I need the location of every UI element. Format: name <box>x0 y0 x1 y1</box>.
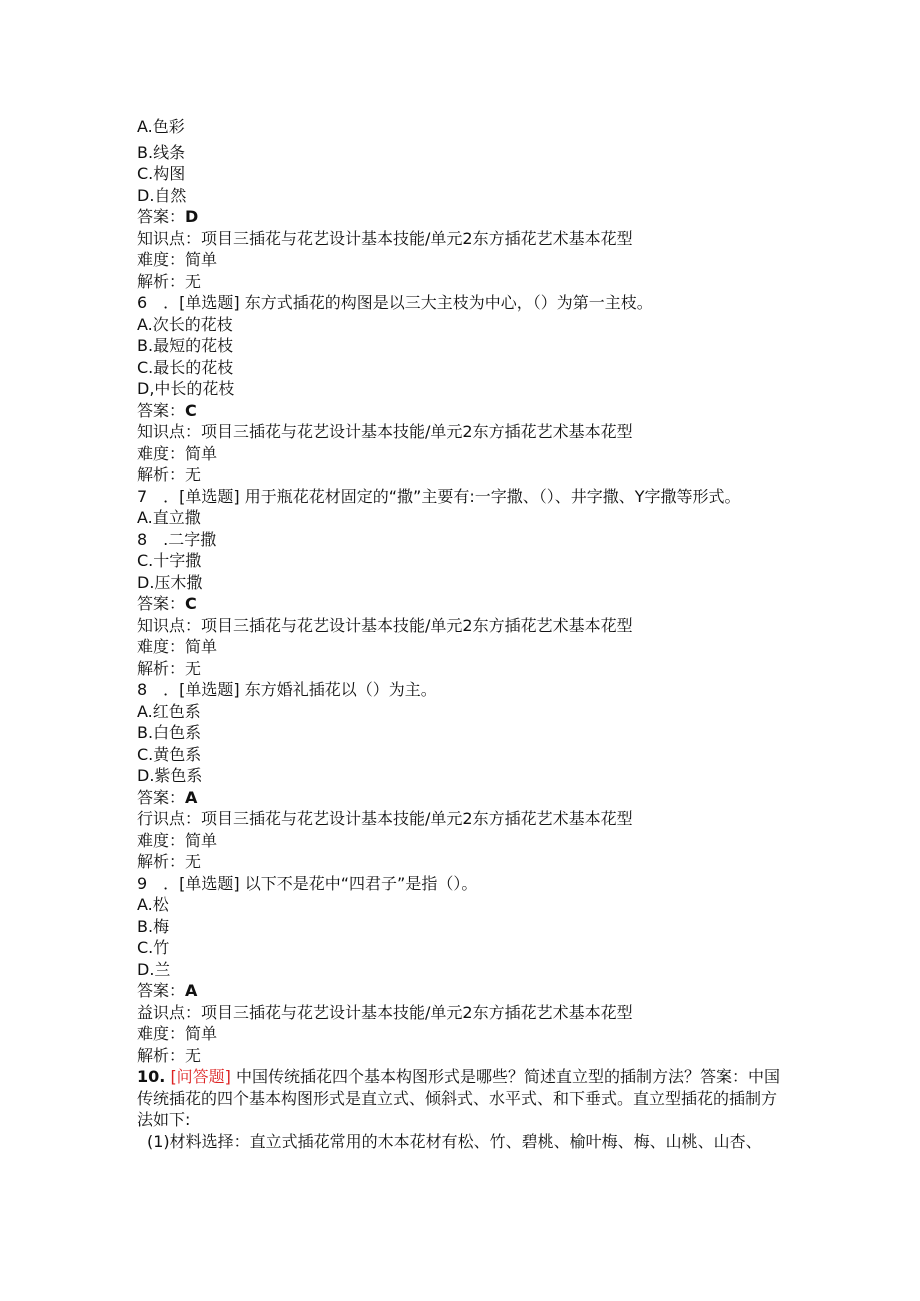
answer-value: C <box>185 594 197 613</box>
answer-value: D <box>185 207 199 226</box>
analysis: 解析：无 <box>137 1045 202 1065</box>
analysis: 解析：无 <box>137 271 202 291</box>
option-b: B.白色系 <box>137 723 202 742</box>
analysis: 解析：无 <box>137 465 202 484</box>
answer-line <box>137 400 797 422</box>
answer-label: 答案： <box>137 400 186 420</box>
option-c: C.构图 <box>137 164 186 183</box>
knowledge-point: 行识点：项目三插花与花艺设计基本技能/单元2东方插花艺术基本花型 <box>137 809 633 828</box>
answer-label: 答案： <box>137 594 186 613</box>
answer-item-1: (1)材料选择：直立式插花常用的木本花材有松、竹、碧桃、榆叶梅、梅、山桃、山杏、 <box>147 1131 762 1151</box>
question-number: 10. <box>137 1067 166 1086</box>
difficulty: 难度：简单 <box>137 637 218 656</box>
option-a: A.次长的花枝 <box>137 314 233 334</box>
answer-value: A <box>185 787 198 807</box>
option-b: B.线条 <box>137 142 186 162</box>
option-a: A.松 <box>137 895 169 914</box>
question-5 <box>137 116 797 292</box>
analysis: 解析：无 <box>137 852 202 871</box>
question-7 <box>137 486 797 680</box>
knowledge-point: 知识点：项目三插花与花艺设计基本技能/单元2东方插花艺术基本花型 <box>137 615 633 635</box>
difficulty: 难度：简单 <box>137 1024 218 1043</box>
option-d: D.自然 <box>137 185 187 205</box>
answer-value: C <box>185 400 197 420</box>
option-c: C.最长的花枝 <box>137 357 234 377</box>
option-c: C.十字撒 <box>137 551 202 570</box>
option-d: D,中长的花枝 <box>137 379 235 398</box>
option-d: D.压木撒 <box>137 572 203 592</box>
question-stem: 中国传统插花四个基本构图形式是哪些？简述直立型的插制方法？答案：中国传统插花的四个基本构图形式是直立式、倾斜式、水平式、和下垂式。直立型插花的插制方法如下: <box>137 1067 781 1129</box>
answer-label: 答案： <box>137 207 186 226</box>
analysis: 解析：无 <box>137 658 202 678</box>
option-d: D.紫色系 <box>137 766 203 785</box>
answer-line <box>137 787 797 809</box>
option-c: C.竹 <box>137 938 170 957</box>
knowledge-point: 益识点：项目三插花与花艺设计基本技能/单元2东方插花艺术基本花型 <box>137 1002 633 1022</box>
answer-line <box>137 980 797 1002</box>
question-9 <box>137 873 797 1067</box>
option-b: 8 .二字撒 <box>137 529 217 549</box>
answer-value: A <box>185 981 198 1000</box>
question-stem-block <box>137 1066 785 1131</box>
knowledge-point: 知识点：项目三插花与花艺设计基本技能/单元2东方插花艺术基本花型 <box>137 228 633 248</box>
document-page <box>137 116 797 1152</box>
option-b: B.梅 <box>137 916 170 936</box>
question-stem: 9 ．[单选题] 以下不是花中“四君子”是指（）。 <box>137 873 478 893</box>
question-8 <box>137 679 797 873</box>
answer-label: 答案： <box>137 981 186 1000</box>
question-10 <box>137 1066 797 1152</box>
option-a: A.色彩 <box>137 117 185 136</box>
answer-label: 答案： <box>137 787 186 807</box>
option-c: C.黄色系 <box>137 744 202 764</box>
option-a: A.直立撒 <box>137 508 201 527</box>
question-6 <box>137 292 797 486</box>
question-type: [问答题] <box>170 1067 231 1086</box>
option-d: D.兰 <box>137 959 171 979</box>
answer-line <box>137 593 797 615</box>
question-stem: 8 ．[单选题] 东方婚礼插花以（）为主。 <box>137 680 437 699</box>
knowledge-point: 知识点：项目三插花与花艺设计基本技能/单元2东方插花艺术基本花型 <box>137 422 633 441</box>
question-stem: 6 ．[单选题] 东方式插花的构图是以三大主枝为中心，（）为第一主枝。 <box>137 293 653 312</box>
difficulty: 难度：简单 <box>137 443 218 463</box>
option-b: B.最短的花枝 <box>137 336 234 355</box>
option-a: A.红色系 <box>137 701 201 721</box>
question-stem: 7 ．[单选题] 用于瓶花花材固定的“撒”主要有:一字撒、（）、井字撒、Y字撒等形式。 <box>137 486 741 506</box>
difficulty: 难度：简单 <box>137 830 218 850</box>
answer-line <box>137 206 797 228</box>
difficulty: 难度：简单 <box>137 250 218 269</box>
